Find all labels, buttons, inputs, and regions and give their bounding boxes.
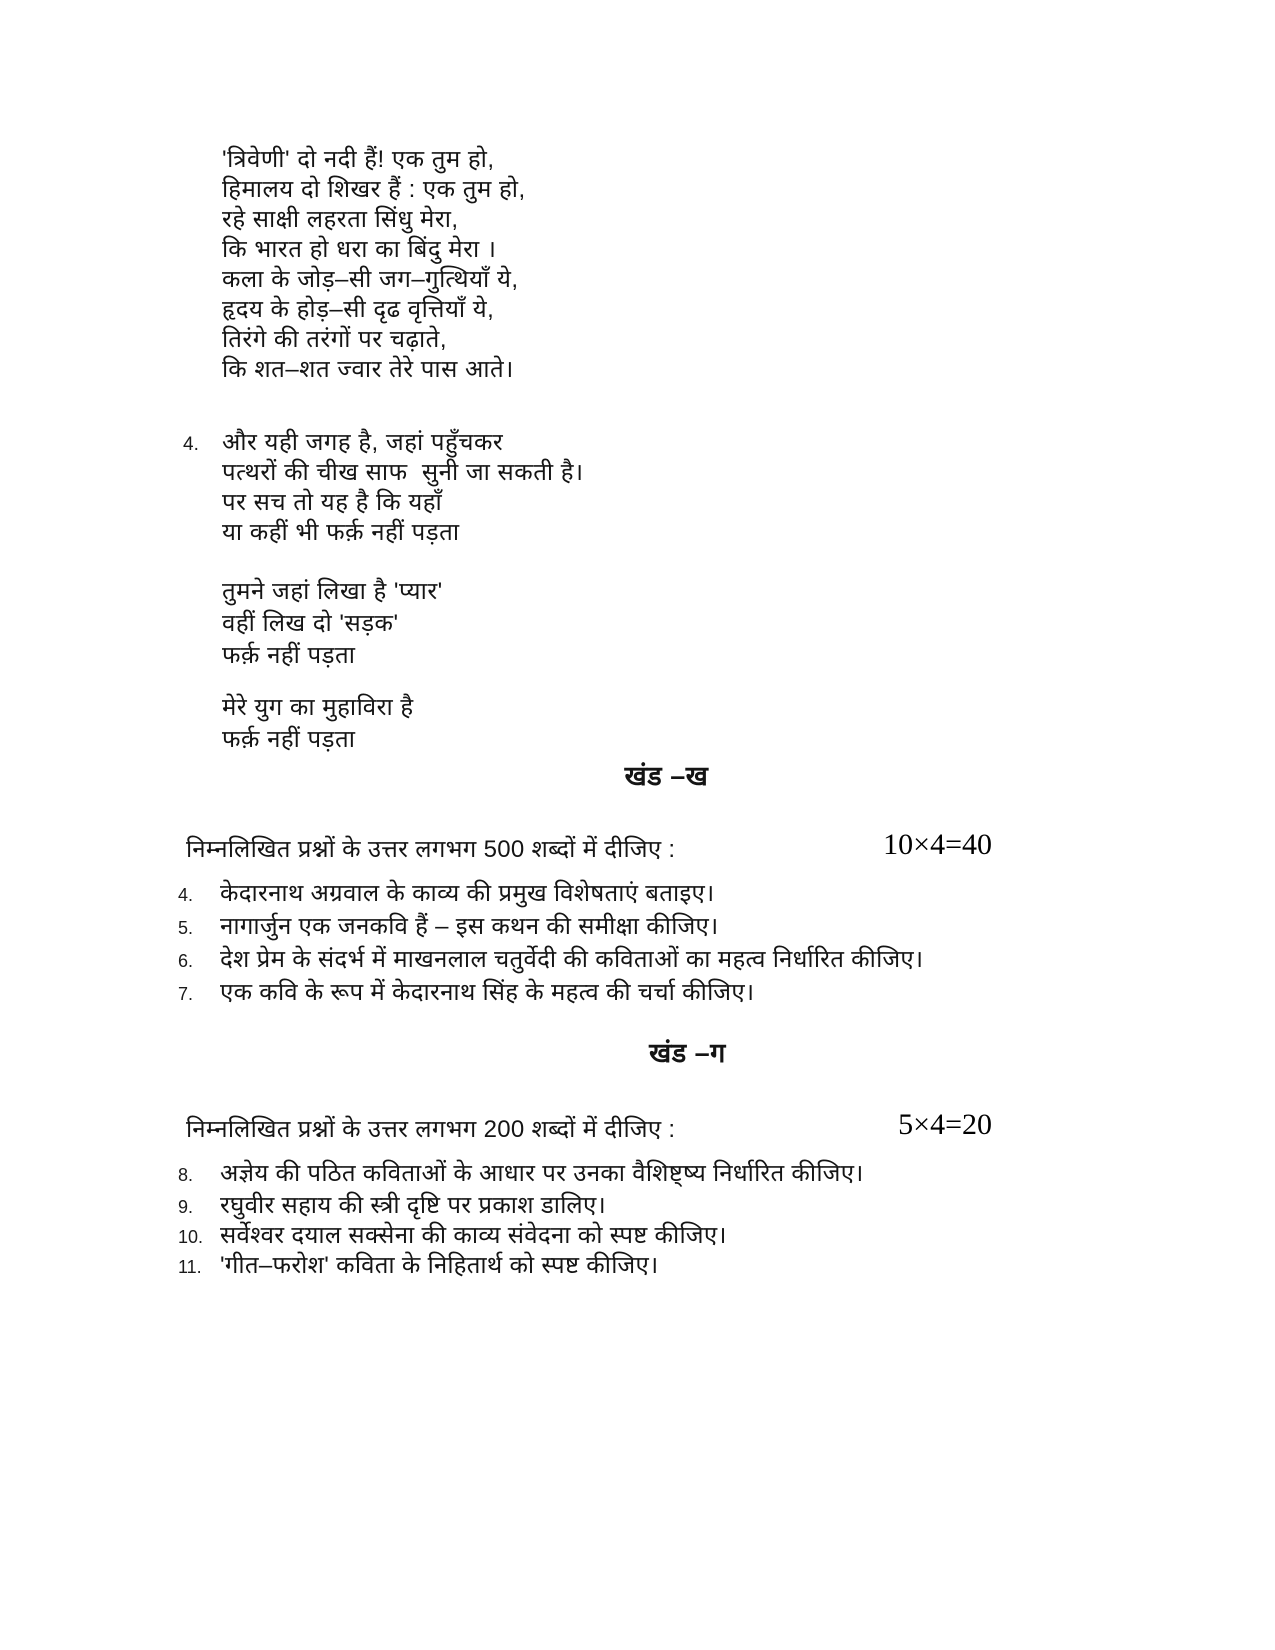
question-number: 10. [178, 1227, 204, 1247]
poem-line: पत्थरों की चीख साफ सुनी जा सकती है। [222, 459, 584, 486]
section-c-heading: खंड –ग [649, 1038, 726, 1068]
question-number: 11. [178, 1257, 202, 1277]
poem-line: तुमने जहां लिखा है 'प्यार' [222, 578, 443, 605]
poem-line: मेरे युग का मुहाविरा है [222, 694, 414, 721]
question-text: सर्वेश्वर दयाल सक्सेना की काव्य संवेदना को स्पष्ट कीजिए। [220, 1222, 727, 1249]
section-b-marks: 10×4=40 [883, 828, 992, 861]
question-row [178, 909, 1188, 942]
question-row [178, 876, 1188, 909]
section-b-heading: खंड –ख [624, 761, 709, 791]
poem-line: या कहीं भी फर्क़ नहीं पड़ता [222, 519, 460, 546]
question-text: नागार्जुन एक जनकवि हैं – इस कथन की समीक्षा कीजिए। [220, 913, 719, 940]
question-row [178, 975, 1188, 1008]
poem-line: कि शत–शत ज्वार तेरे पास आते। [222, 356, 514, 383]
intro-poem [222, 145, 526, 385]
question-number: 6. [178, 951, 194, 971]
poem-line: वहीं लिख दो 'सड़क' [222, 610, 399, 637]
question-row [178, 1248, 1188, 1281]
question-text: देश प्रेम के संदर्भ में माखनलाल चतुर्वेदी की कविताओं का महत्व निर्धारित कीजिए। [220, 946, 924, 973]
poem-line: हिमालय दो शिखर हैं : एक तुम हो, [222, 176, 526, 203]
poem-line: 'त्रिवेणी' दो नदी हैं! एक तुम हो, [222, 146, 495, 173]
question-number: 5. [178, 918, 194, 938]
poem-line: रहे साक्षी लहरता सिंधु मेरा, [222, 206, 459, 233]
poem-line: पर सच तो यह है कि यहाँ [222, 489, 443, 516]
question-number: 7. [178, 984, 194, 1004]
question-text: एक कवि के रूप में केदारनाथ सिंह के महत्व की चर्चा कीजिए। [220, 979, 755, 1006]
poem-line: फर्क़ नहीं पड़ता [222, 642, 356, 669]
section-c-instruction: निम्नलिखित प्रश्नों के उत्तर लगभग 200 शब्दों में दीजिए : [186, 1116, 676, 1143]
numbered-poem-stanza-1 [222, 428, 584, 548]
poem-line: फर्क़ नहीं पड़ता [222, 726, 356, 753]
poem-line: कला के जोड़–सी जग–गुत्थियाँ ये, [222, 266, 519, 293]
poem-line: और यही जगह है, जहां पहुँचकर [222, 429, 504, 456]
section-c-marks: 5×4=20 [898, 1108, 992, 1141]
question-row [178, 1188, 1188, 1221]
question-number: 8. [178, 1165, 194, 1185]
section-b-instruction: निम्नलिखित प्रश्नों के उत्तर लगभग 500 शब्दों में दीजिए : [186, 836, 676, 863]
poem-line: हृदय के होड़–सी दृढ वृत्तियाँ ये, [222, 296, 495, 323]
question-text: रघुवीर सहाय की स्त्री दृष्टि पर प्रकाश डालिए। [220, 1192, 606, 1219]
question-row [178, 942, 1188, 975]
question-text: अज्ञेय की पठित कविताओं के आधार पर उनका वैशिष्ट्ष्य निर्धारित कीजिए। [220, 1160, 864, 1187]
question-row [178, 1218, 1188, 1251]
question-number: 9. [178, 1197, 194, 1217]
poem-line: तिरंगे की तरंगों पर चढ़ाते, [222, 326, 448, 353]
numbered-poem-stanza-3 [222, 692, 414, 756]
poem-item-number: 4. [183, 434, 199, 455]
question-number: 4. [178, 885, 194, 905]
question-text: 'गीत–फरोश' कविता के निहितार्थ को स्पष्ट कीजिए। [220, 1252, 659, 1279]
question-row [178, 1156, 1188, 1189]
question-text: केदारनाथ अग्रवाल के काव्य की प्रमुख विशेषताएं बताइए। [220, 880, 715, 907]
numbered-poem-stanza-2 [222, 576, 443, 672]
poem-line: कि भारत हो धरा का बिंदु मेरा । [222, 236, 497, 263]
